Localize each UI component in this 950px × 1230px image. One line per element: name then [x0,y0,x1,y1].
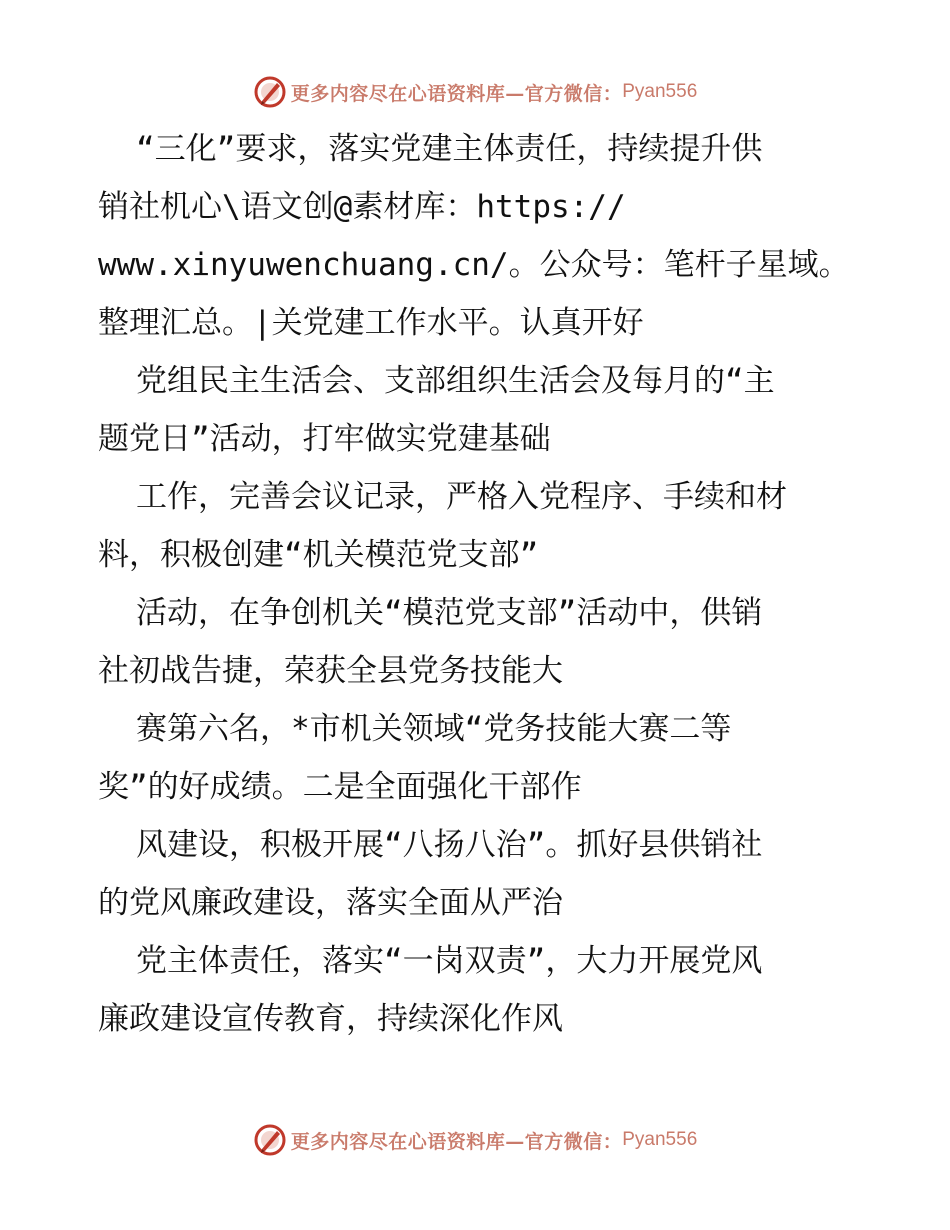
text-line: 党主体责任，落实“一岗双责”，大力开展党风 [136,943,763,979]
text-line: www.xinyuwenchuang.cn/。公众号：笔杆子星域。 [98,247,850,283]
banner-text: 更多内容尽在心语资料库—官方微信： [290,1130,623,1153]
pen-logo-icon [253,75,287,109]
text-line: 料，积极创建“机关模范党支部” [98,537,539,573]
text-line: 整理汇总。|关党建工作水平。认真开好 [98,305,644,341]
text-line: 社初战告捷，荣获全县党务技能大 [98,653,563,689]
body-text [98,120,858,1048]
text-line: 风建设，积极开展“八扬八治”。抓好县供销社 [136,827,763,863]
text-line: 党组民主生活会、支部组织生活会及每月的“主 [136,363,775,399]
text-line: 赛第六名，*市机关领域“党务技能大赛二等 [136,711,732,747]
text-line: 工作，完善会议记录，严格入党程序、手续和材 [136,479,787,515]
banner-wechat-id: Pyan556 [622,1129,698,1150]
pen-logo-icon [253,1123,287,1157]
text-line: 廉政建设宣传教育，持续深化作风 [98,1001,563,1037]
footer-banner [0,1120,950,1160]
banner-wechat-id: Pyan556 [622,81,698,102]
text-line: “三化”要求，落实党建主体责任，持续提升供 [136,131,763,167]
text-line: 题党日”活动，打牢做实党建基础 [98,421,551,457]
text-line: 的党风廉政建设，落实全面从严治 [98,885,563,921]
text-line: 活动，在争创机关“模范党支部”活动中，供销 [136,595,763,631]
header-banner [0,72,950,112]
text-line: 奖”的好成绩。二是全面强化干部作 [98,769,582,805]
text-line: 销社机心\语文创@素材库：https:// [98,189,626,225]
banner-text: 更多内容尽在心语资料库—官方微信： [290,82,623,105]
